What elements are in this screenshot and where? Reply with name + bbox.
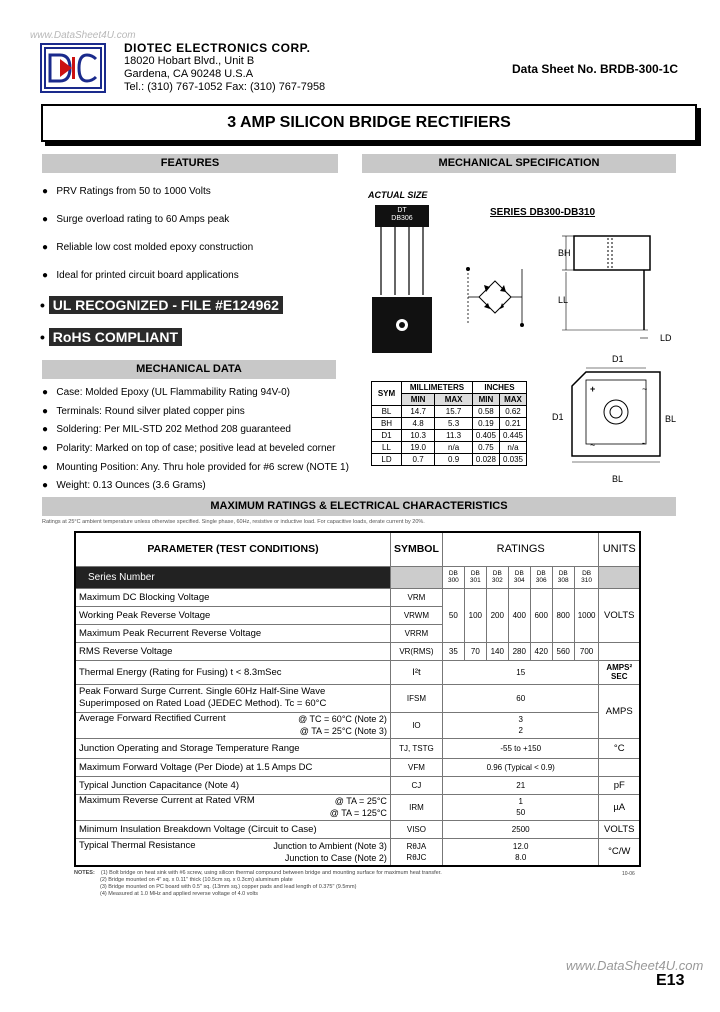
dim-bh: BH xyxy=(558,248,571,258)
feature-item: ● Surge overload rating to 60 Amps peak xyxy=(42,214,230,225)
mech-data-item: ● Polarity: Marked on top of case; positive lead at beveled corner xyxy=(42,443,336,454)
part-marking xyxy=(375,207,429,223)
ratings-table: PARAMETER (TEST CONDITIONS) SYMBOL RATINGS UNITS Series Number DB 300 DB 301 DB 302 DB 304 DB 306 DB 308 DB 310 Maximum DC Blocking Voltage VRM 50 100 200 400 600 800 1000 VOLTS Working Peak Reverse Voltage VRWM Maximum Peak Recurrent Reverse Voltage VRRM RMS Reverse Voltage VR(RMS) 35 70 140 280 420 560 700 Thermal Energy (Rating for Fusing) t < 8.3mSec I²t 15 AMPS² SEC Peak Forward Surge Current. Single 60Hz Half-Sine Wave Superimposed on Rated Load (JEDEC Method). Tc = 60°C IFSM 60 AMPS Average Forward Rectified Current @ TC = 60°C (Note 2) @ TA = 25°C (Note 3) IO 3 2 Junction Operating and Storage Temperature Range TJ, TSTG -55 to +150 °C Maximum Forward Voltage (Per Diode) at 1.5 Amps DC VFM 0.96 (Typical < 0.9) Typical Junction Capacitance (Note 4) CJ 21 pF Maximum Reverse Current at Rated VRM @ TA = 25°C @ TA = 125°C IRM 1 50 µA Minimum Insulation Breakdown Voltage (Circuit to Case) VISO 2500 VOLTS Typical Thermal Resistance Junction to Ambient (Note 3) Junction to Case (Note 2) RθJA RθJC 12.0 8.0 °C/W xyxy=(74,531,641,867)
series-db304: DB 304 xyxy=(508,566,530,588)
series-label: SERIES DB300-DB310 xyxy=(490,207,596,218)
sym-vrrms: VR(RMS) xyxy=(390,642,442,660)
part-top-view xyxy=(372,297,432,353)
sym-tj: TJ, TSTG xyxy=(390,738,442,758)
sym-cj: CJ xyxy=(390,776,442,794)
series-number-label: Series Number xyxy=(75,566,390,588)
page-title: 3 AMP SILICON BRIDGE RECTIFIERS xyxy=(41,104,697,142)
watermark-bottom: www.DataSheet4U.com xyxy=(566,958,704,973)
units-header: UNITS xyxy=(599,532,640,566)
company-addr2: Gardena, CA 90248 U.S.A xyxy=(124,68,254,80)
part-marking-top: DT xyxy=(397,207,407,214)
sym-rth: RθJA RθJC xyxy=(390,838,442,866)
mech-data-item: ● Soldering: Per MIL-STD 202 Method 208 guaranteed xyxy=(42,424,291,435)
feature-item: ● Ideal for printed circuit board applications xyxy=(42,270,239,281)
sym-vfm: VFM xyxy=(390,758,442,776)
mech-data-text: Case: Molded Epoxy (UL Flammability Rating 94V-0) xyxy=(56,387,290,398)
feature-item: ● Reliable low cost molded epoxy construction xyxy=(42,242,254,253)
mech-data-text: Soldering: Per MIL-STD 202 Method 208 guaranteed xyxy=(56,424,291,435)
dim-d1-side: D1 xyxy=(552,412,564,422)
logo-graphic xyxy=(42,45,104,91)
mech-data-item: ● Mounting Position: Any. Thru hole provided for #6 screw (NOTE 1) xyxy=(42,462,349,473)
dim-row: BL 14.7 15.7 0.58 0.62 xyxy=(372,406,527,418)
dim-max-header: MAX xyxy=(435,394,473,406)
note-3: (3) Bridge mounted on PC board with 0.5" sq. (13mm sq.) copper pads and lead length of 0.375" (9.5mm) xyxy=(100,884,357,890)
company-logo xyxy=(40,43,106,93)
note-1: (1) Bolt bridge on heat sink with #6 screw, using silicon thermal compound between bridge and mounting surface for maximum heat transfer. xyxy=(100,870,442,876)
sym-viso: VISO xyxy=(390,820,442,838)
param-reverse-current: Maximum Reverse Current at Rated VRM @ TA = 25°C @ TA = 125°C xyxy=(75,794,390,820)
param-working-peak: Working Peak Reverse Voltage xyxy=(75,606,390,624)
sym-vrrm: VRRM xyxy=(390,624,442,642)
notes xyxy=(74,870,442,898)
rohs-compliant: • RoHS COMPLIANT xyxy=(40,328,182,346)
company-tel: Tel.: (310) 767-1052 Fax: (310) 767-7958 xyxy=(124,81,326,93)
side-view-drawing xyxy=(548,228,670,352)
bridge-schematic xyxy=(460,265,530,329)
actual-size-label: ACTUAL SIZE xyxy=(368,190,428,200)
mech-data-text: Mounting Position: Any. Thru hole provided for #6 screw (NOTE 1) xyxy=(56,462,349,473)
dim-bl-bottom: BL xyxy=(612,474,624,484)
dim-row: LD 0.7 0.9 0.028 0.035 xyxy=(372,454,527,466)
ul-recognized: • UL RECOGNIZED - FILE #E124962 xyxy=(40,296,283,314)
page-code: E13 xyxy=(656,972,685,989)
param-peak-recurrent: Maximum Peak Recurrent Reverse Voltage xyxy=(75,624,390,642)
dim-row: D1 10.3 11.3 0.405 0.445 xyxy=(372,430,527,442)
unit-volts: VOLTS xyxy=(599,588,640,642)
param-surge: Peak Forward Surge Current. Single 60Hz Half-Sine Wave Superimposed on Rated Load (JEDEC Method). Tc = 60°C xyxy=(75,684,390,712)
notes-label: NOTES: xyxy=(74,870,95,876)
dim-sym-header: SYM xyxy=(372,382,402,406)
company-addr1: 18020 Hobart Blvd., Unit B xyxy=(124,55,255,67)
sym-irm: IRM xyxy=(390,794,442,820)
series-db300: DB 300 xyxy=(442,566,464,588)
dim-in-header: INCHES xyxy=(472,382,526,394)
company-block xyxy=(124,42,325,94)
sym-ifsm: IFSM xyxy=(390,684,442,712)
dim-min-header: MIN xyxy=(402,394,435,406)
param-forward-voltage: Maximum Forward Voltage (Per Diode) at 1.5 Amps DC xyxy=(75,758,390,776)
polarity-ac-bottom: ~ xyxy=(590,440,596,450)
param-capacitance: Typical Junction Capacitance (Note 4) xyxy=(75,776,390,794)
unit-amps: AMPS xyxy=(599,684,640,738)
feature-text: PRV Ratings from 50 to 1000 Volts xyxy=(56,186,211,197)
watermark-top: www.DataSheet4U.com xyxy=(30,30,136,41)
param-header: PARAMETER (TEST CONDITIONS) xyxy=(75,532,390,566)
series-db301: DB 301 xyxy=(464,566,486,588)
mech-data-text: Weight: 0.13 Ounces (3.6 Grams) xyxy=(56,480,206,491)
notes-code: 10-06 xyxy=(622,871,635,877)
unit-cw: °C/W xyxy=(599,838,640,866)
series-db308: DB 308 xyxy=(552,566,574,588)
sym-vrwm: VRWM xyxy=(390,606,442,624)
param-dc-blocking: Maximum DC Blocking Voltage xyxy=(75,588,390,606)
mech-data-item: ● Case: Molded Epoxy (UL Flammability Rating 94V-0) xyxy=(42,387,290,398)
dim-row: BH 4.8 5.3 0.19 0.21 xyxy=(372,418,527,430)
polarity-minus: - xyxy=(642,438,645,448)
company-name: DIOTEC ELECTRONICS CORP. xyxy=(124,41,311,55)
dim-max-header: MAX xyxy=(499,394,526,406)
rohs-badge: RoHS COMPLIANT xyxy=(49,328,182,346)
series-db310: DB 310 xyxy=(574,566,599,588)
dim-mm-header: MILLIMETERS xyxy=(402,382,473,394)
mechanical-data-heading: MECHANICAL DATA xyxy=(42,360,336,379)
note-2: (2) Bridge mounted on 4" sq. x 0.11" thick (10.5cm sq. x 0.3cm) aluminum plate xyxy=(100,877,293,883)
sym-io: IO xyxy=(390,712,442,738)
mech-data-text: Polarity: Marked on top of case; positive lead at beveled corner xyxy=(56,443,336,454)
param-temp-range: Junction Operating and Storage Temperature Range xyxy=(75,738,390,758)
part-marking-number: DB306 xyxy=(391,215,413,222)
series-db302: DB 302 xyxy=(486,566,508,588)
dim-row: LL 19.0 n/a 0.75 n/a xyxy=(372,442,527,454)
dim-min-header: MIN xyxy=(472,394,499,406)
symbol-header: SYMBOL xyxy=(390,532,442,566)
ratings-header: RATINGS xyxy=(442,532,599,566)
conditions-note: Ratings at 25°C ambient temperature unless otherwise specified. Single phase, 60Hz, resistive or inductive load. For capacitive loads, derate current by 20%. xyxy=(42,519,425,525)
unit-amps2sec: AMPS² SEC xyxy=(599,660,640,684)
series-db306: DB 306 xyxy=(530,566,552,588)
dimension-table xyxy=(371,381,527,466)
param-insulation: Minimum Insulation Breakdown Voltage (Circuit to Case) xyxy=(75,820,390,838)
dim-bl-side: BL xyxy=(665,414,677,424)
top-view-drawing xyxy=(566,366,666,470)
polarity-ac-top: ~ xyxy=(642,384,648,394)
param-thermal-energy: Thermal Energy (Rating for Fusing) t < 8.3mSec xyxy=(75,660,390,684)
dim-ld: LD xyxy=(660,333,672,343)
mech-data-text: Terminals: Round silver plated copper pins xyxy=(56,406,245,417)
part-leads xyxy=(375,227,429,295)
param-avg-forward: Average Forward Rectified Current @ TC = 60°C (Note 2) @ TA = 25°C (Note 3) xyxy=(75,712,390,738)
param-thermal-resistance: Typical Thermal Resistance Junction to Ambient (Note 3) Junction to Case (Note 2) xyxy=(75,838,390,866)
mech-data-item: ● Terminals: Round silver plated copper pins xyxy=(42,406,245,417)
unit-pf: pF xyxy=(599,776,640,794)
ul-badge: UL RECOGNIZED - FILE #E124962 xyxy=(49,296,283,314)
feature-item: ● PRV Ratings from 50 to 1000 Volts xyxy=(42,186,211,197)
unit-ua: µA xyxy=(599,794,640,820)
sym-vrm: VRM xyxy=(390,588,442,606)
sym-i2t: I²t xyxy=(390,660,442,684)
features-heading: FEATURES xyxy=(42,154,338,173)
feature-text: Ideal for printed circuit board applications xyxy=(56,270,239,281)
feature-text: Reliable low cost molded epoxy construction xyxy=(56,242,254,253)
feature-text: Surge overload rating to 60 Amps peak xyxy=(56,214,230,225)
dim-d1-top: D1 xyxy=(612,354,624,364)
unit-degc: °C xyxy=(599,738,640,758)
max-ratings-heading: MAXIMUM RATINGS & ELECTRICAL CHARACTERISTICS xyxy=(42,497,676,516)
polarity-plus: + xyxy=(590,384,596,394)
datasheet-number: Data Sheet No. BRDB-300-1C xyxy=(512,62,679,76)
unit-volts-iso: VOLTS xyxy=(599,820,640,838)
mech-data-item: ● Weight: 0.13 Ounces (3.6 Grams) xyxy=(42,480,206,491)
note-4: (4) Measured at 1.0 MHz and applied reverse voltage of 4.0 volts xyxy=(100,891,259,897)
mechanical-spec-heading: MECHANICAL SPECIFICATION xyxy=(362,154,676,173)
dim-ll: LL xyxy=(558,295,569,305)
param-rms: RMS Reverse Voltage xyxy=(75,642,390,660)
